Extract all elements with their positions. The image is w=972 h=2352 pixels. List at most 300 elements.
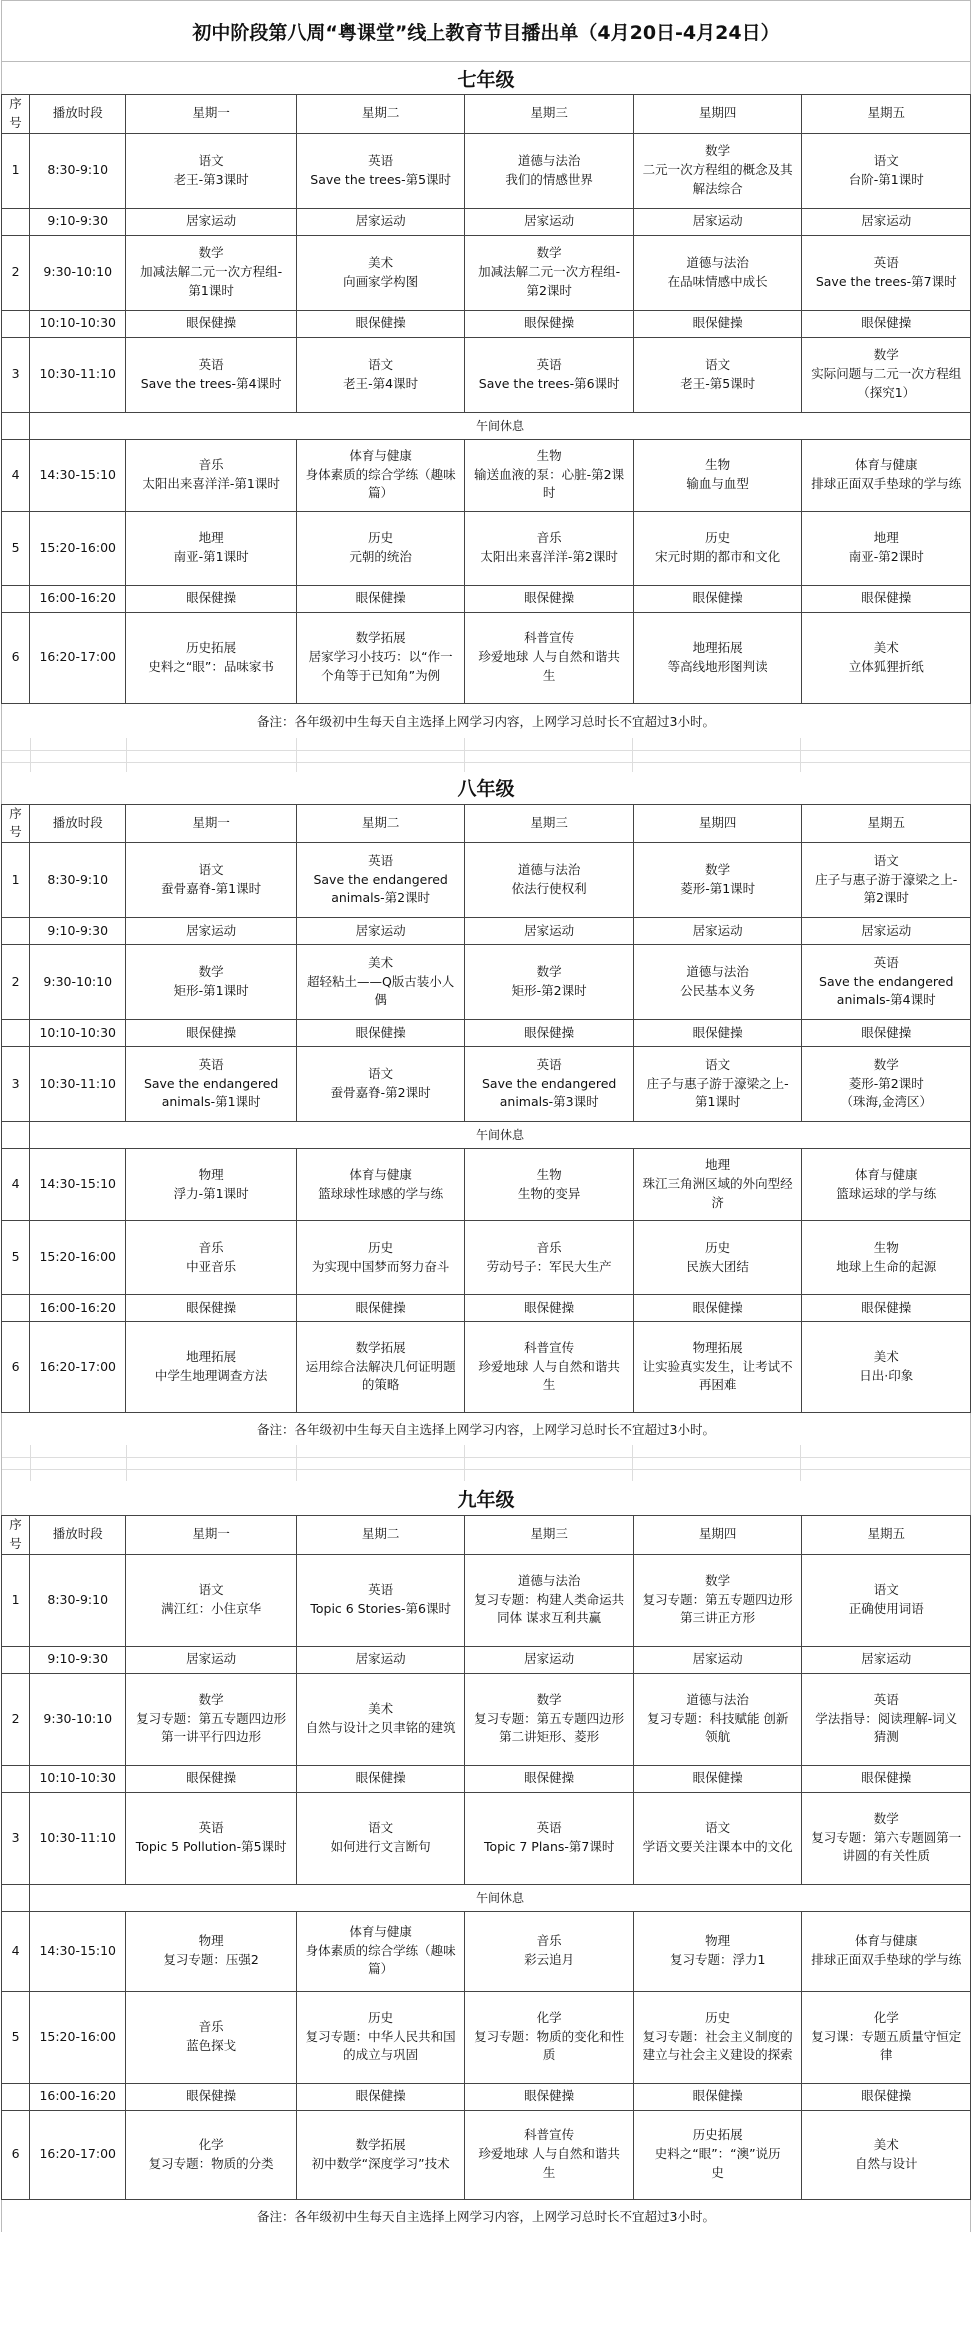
program-subject: 眼保健操 [524,1299,575,1315]
program-cell [465,1765,634,1792]
program-cell [296,1295,465,1322]
program-subject: 眼保健操 [186,315,237,331]
program-subject: 物理 [705,1933,731,1949]
program-cell [802,1911,971,1991]
program-subject: 物理 [198,1933,224,1949]
program-cell [802,1149,971,1221]
program-subject: 地理 [873,530,899,546]
program-subject: 眼保健操 [861,1299,912,1315]
program-cell [465,1646,634,1673]
program-topic: 生物的变异 [517,1185,581,1201]
program-cell [296,439,465,511]
program-cell [633,1673,802,1765]
grade-section [1,772,971,1482]
time-slot: 9:30-10:10 [30,235,126,310]
program-cell [465,1792,634,1884]
program-topic: 在品味情感中成长 [667,273,768,289]
faint-gridline [2,750,970,751]
program-topic: 生 [542,667,556,683]
faint-gridline [126,738,127,772]
program-subject: 生物 [705,457,731,473]
program-cell [802,843,971,918]
program-cell [126,918,297,945]
program-topic: 篮球运球的学与练 [836,1185,937,1201]
section-spacer [1,1445,971,1481]
program-cell [802,511,971,585]
program-subject: 道德与法治 [517,862,581,878]
program-cell [633,1646,802,1673]
program-subject: 眼保健操 [186,590,237,606]
program-subject: 居家运动 [355,922,406,938]
program-topic: Save the trees-第6课时 [478,375,620,391]
program-subject: 道德与法治 [686,964,749,980]
program-subject: 居家运动 [861,1651,912,1667]
program-topic: 初中数学“深度学习”技术 [311,2155,450,2171]
program-cell [802,945,971,1020]
program-subject: 眼保健操 [186,1770,237,1786]
program-subject: 音乐 [198,1239,224,1255]
program-subject: 化学 [536,2009,562,2025]
program-cell [296,133,465,208]
program-subject: 美术 [368,954,394,970]
program-cell [126,1765,297,1792]
program-subject: 数学 [536,245,562,261]
row-number: 3 [2,1047,30,1122]
program-topic: 加减法解二元一次方程组- [478,264,621,280]
program-topic: 篮球球性球感的学与练 [318,1185,444,1201]
program-cell [633,208,802,235]
row-number: 6 [2,1322,30,1413]
program-subject: 地理拓展 [692,639,743,655]
program-subject: 眼保健操 [355,1299,406,1315]
program-subject: 历史拓展 [692,2127,743,2143]
program-topic: 个角等于已知角”为例 [321,667,441,683]
column-header: 星期一 [126,1516,297,1555]
program-topic: 学法指导：阅读理解-词义 [815,1710,958,1726]
faint-gridline [800,1445,801,1481]
column-header: 播放时段 [30,804,126,843]
program-subject: 道德与法治 [686,1691,749,1707]
program-cell [126,2083,297,2110]
program-subject: 数学 [705,143,731,159]
program-subject: 语文 [873,152,899,168]
program-subject: 英语 [536,356,562,372]
program-subject: 居家运动 [355,1651,406,1667]
program-topic: 质 [542,2047,556,2063]
program-cell [802,918,971,945]
program-topic: 第二讲矩形、菱形 [499,1729,600,1745]
program-topic: 复习专题：构建人类命运共 [474,1591,625,1607]
row-number [2,585,30,612]
program-topic: Save the trees-第7课时 [815,273,957,289]
program-cell [633,1295,802,1322]
program-subject: 历史 [368,530,394,546]
program-subject: 眼保健操 [861,590,912,606]
program-topic: 矩形-第2课时 [511,983,587,998]
program-cell [633,2083,802,2110]
program-topic: 宋元时期的都市和文化 [655,549,781,564]
program-topic: 身体素质的综合学练（趣味 [305,466,456,482]
program-cell [633,1322,802,1413]
program-subject: 数学 [536,964,562,980]
column-header: 播放时段 [30,95,126,134]
row-number [2,1295,30,1322]
program-cell [126,133,297,208]
program-topic: 复习专题：第五专题四边形 [136,1710,287,1726]
program-subject: 历史 [705,1239,731,1255]
program-topic: 复习专题：第五专题四边形 [642,1591,793,1607]
program-subject: 眼保健操 [692,1770,743,1786]
program-subject: 居家运动 [186,1651,237,1667]
program-topic: 复习专题：社会主义制度的 [642,2028,793,2044]
program-cell [296,1322,465,1413]
faint-gridline [296,738,297,772]
program-cell [802,208,971,235]
program-subject: 居家运动 [692,213,743,229]
program-topic: 的策略 [361,1377,400,1393]
program-cell [802,1673,971,1765]
faint-gridline [800,738,801,772]
time-slot: 16:20-17:00 [30,2110,126,2199]
program-topic: 时 [542,485,556,501]
program-cell [296,208,465,235]
program-cell [802,133,971,208]
column-header: 序号 [2,804,30,843]
program-subject: 居家运动 [186,922,237,938]
time-slot: 9:30-10:10 [30,1673,126,1765]
program-cell [126,1322,297,1413]
time-slot: 15:20-16:00 [30,511,126,585]
program-topic: 彩云追月 [524,1952,575,1967]
program-topic: 二元一次方程组的概念及其 [642,162,793,178]
break-row [2,1646,971,1673]
break-row [2,1020,971,1047]
program-subject: 数学 [873,1056,899,1072]
row-number: 2 [2,945,30,1020]
program-cell [296,1792,465,1884]
faint-gridline [30,738,31,772]
program-topic: （珠海,金湾区） [840,1094,932,1110]
program-topic: 台阶-第1课时 [848,171,924,187]
program-subject: 地理 [198,530,224,546]
program-subject: 眼保健操 [861,1024,912,1040]
note-text: 备注：各年级初中生每天自主选择上网学习内容，上网学习总时长不宜超过3小时。 [1,2200,971,2232]
program-subject: 生物 [536,447,562,463]
section-spacer [1,738,971,772]
program-cell [296,1911,465,1991]
time-slot: 14:30-15:10 [30,1911,126,1991]
row-number [2,412,30,439]
time-slot: 16:20-17:00 [30,1322,126,1413]
program-topic: 中学生地理调查方法 [154,1368,268,1383]
column-header: 星期四 [633,1516,802,1555]
program-topic: 我们的情感世界 [505,171,593,187]
time-slot: 10:30-11:10 [30,1792,126,1884]
lesson-row [2,1991,971,2083]
program-subject: 道德与法治 [517,152,581,168]
program-subject: 美术 [873,639,899,655]
program-cell [465,1020,634,1047]
program-topic: 让实验真实发生，让考试不 [642,1358,793,1374]
program-cell [296,1149,465,1221]
header-row [2,95,971,134]
program-subject: 历史拓展 [186,639,237,655]
program-cell [296,511,465,585]
program-topic: 输血与血型 [686,476,749,491]
time-slot: 15:20-16:00 [30,1221,126,1295]
program-topic: 复习专题：浮力1 [669,1952,766,1967]
program-cell [465,1149,634,1221]
column-header: 星期三 [465,804,634,843]
program-topic: 偶 [374,992,387,1008]
program-cell [465,208,634,235]
program-cell [633,310,802,337]
time-slot: 9:10-9:30 [30,918,126,945]
program-cell [802,1295,971,1322]
program-cell [126,2110,297,2199]
program-cell [465,1911,634,1991]
program-subject: 居家运动 [861,213,912,229]
program-topic: 超轻粘土——Q版古装小人 [306,973,455,989]
row-number [2,1646,30,1673]
program-topic: 复习专题：物质的分类 [148,2155,274,2171]
program-cell [633,945,802,1020]
program-cell [465,235,634,310]
program-cell [633,1020,802,1047]
program-cell [633,843,802,918]
program-subject: 眼保健操 [692,1024,743,1040]
program-subject: 语文 [198,1582,224,1598]
program-topic: 身体素质的综合学练（趣味 [305,1942,456,1958]
program-cell [465,918,634,945]
program-topic: 庄子与惠子游于濠梁之上- [815,871,958,887]
row-number: 5 [2,1991,30,2083]
lesson-row [2,235,971,310]
program-subject: 居家运动 [692,922,743,938]
program-subject: 物理 [198,1166,224,1182]
time-slot: 9:30-10:10 [30,945,126,1020]
program-cell [296,1991,465,2083]
program-topic: 排球正面双手垫球的学与练 [811,1952,962,1967]
row-number: 1 [2,1554,30,1646]
program-subject: 生物 [536,1166,562,1182]
program-cell [126,945,297,1020]
row-number [2,1122,30,1149]
time-slot: 14:30-15:10 [30,1149,126,1221]
program-topic: 生 [542,2164,556,2180]
row-number: 3 [2,1792,30,1884]
column-header: 星期一 [126,95,297,134]
program-subject: 语文 [198,862,224,878]
note-text: 备注：各年级初中生每天自主选择上网学习内容，上网学习总时长不宜超过3小时。 [1,704,971,738]
program-subject: 眼保健操 [186,1024,237,1040]
row-number [2,2083,30,2110]
program-subject: 居家运动 [186,213,237,229]
row-number: 6 [2,612,30,703]
column-header: 星期四 [633,804,802,843]
lesson-row [2,1322,971,1413]
row-number: 4 [2,1149,30,1221]
program-subject: 地理 [705,1157,731,1173]
program-cell [633,1792,802,1884]
program-subject: 眼保健操 [355,590,406,606]
program-subject: 美术 [873,1349,899,1365]
lesson-row [2,133,971,208]
faint-gridline [2,762,970,763]
program-subject: 英语 [873,1691,899,1707]
program-cell [633,1911,802,1991]
time-slot: 16:00-16:20 [30,2083,126,2110]
program-cell [296,235,465,310]
program-cell [465,133,634,208]
break-row [2,310,971,337]
program-subject: 眼保健操 [524,590,575,606]
grade-sections [1,62,971,2232]
program-topic: 讲圆的有关性质 [842,1848,930,1864]
program-topic: 猜测 [873,1729,899,1745]
program-topic: 律 [879,2047,893,2063]
program-subject: 音乐 [536,1933,562,1949]
break-row [2,1295,971,1322]
faint-gridline [632,738,633,772]
program-cell [802,235,971,310]
program-topic: 同体 谋求互利共赢 [497,1610,602,1626]
program-subject: 道德与法治 [517,1572,581,1588]
lesson-row [2,843,971,918]
program-topic: 满江红：小住京华 [161,1601,262,1616]
time-slot: 8:30-9:10 [30,1554,126,1646]
program-cell [465,1673,634,1765]
program-subject: 历史 [368,2009,394,2025]
program-cell [126,1554,297,1646]
program-cell [802,1792,971,1884]
program-subject: 眼保健操 [355,315,406,331]
program-subject: 居家运动 [524,1651,575,1667]
program-subject: 体育与健康 [854,457,918,473]
program-subject: 眼保健操 [692,315,743,331]
row-number [2,1884,30,1911]
program-subject: 数学 [536,1691,562,1707]
program-cell [465,2083,634,2110]
program-topic: 蚕骨嘉脊-第2课时 [330,1085,431,1100]
program-topic: 向画家学构图 [343,273,419,289]
program-subject: 数学拓展 [355,1339,406,1355]
row-number: 5 [2,1221,30,1295]
program-subject: 生物 [873,1239,899,1255]
program-topic: 民族大团结 [686,1258,749,1274]
program-cell [296,1047,465,1122]
program-subject: 眼保健操 [692,590,743,606]
program-topic: 复习专题：第五专题四边形 [474,1710,625,1726]
program-subject: 数学 [198,1691,224,1707]
program-subject: 眼保健操 [355,1024,406,1040]
program-cell [296,918,465,945]
row-number [2,310,30,337]
program-cell [465,612,634,703]
program-subject: 音乐 [536,1239,562,1255]
program-subject: 语文 [368,1066,394,1082]
program-topic: 日出·印象 [859,1368,914,1383]
program-cell [465,843,634,918]
program-topic: 老王-第3课时 [173,171,249,187]
lesson-row [2,2110,971,2199]
program-cell [296,1646,465,1673]
lunch-break-cell: 午间休息 [30,1122,971,1149]
program-cell [126,843,297,918]
column-header: 星期五 [802,804,971,843]
time-slot: 15:20-16:00 [30,1991,126,2083]
time-slot: 10:10-10:30 [30,1765,126,1792]
program-subject: 数学拓展 [355,630,406,646]
program-topic: 蓝色探戈 [186,2038,237,2053]
program-cell [126,1020,297,1047]
program-cell [126,1047,297,1122]
program-cell [465,439,634,511]
program-topic: Save the endangered [481,1075,617,1091]
program-topic: 建立与社会主义建设的探索 [642,2047,793,2063]
program-subject: 语文 [368,1820,394,1836]
program-topic: 史料之“眼”：“澳”说历 [654,2146,781,2162]
program-topic: animals-第4课时 [836,992,936,1008]
schedule-table [1,94,971,704]
time-slot: 14:30-15:10 [30,439,126,511]
program-cell [126,1673,297,1765]
program-topic: Topic 7 Plans-第7课时 [483,1839,615,1854]
time-slot: 16:00-16:20 [30,585,126,612]
program-topic: 如何进行文言断句 [330,1839,431,1854]
lesson-row [2,511,971,585]
program-topic: 复习专题：科技赋能 创新 [646,1710,789,1726]
program-topic: 老王-第4课时 [343,375,419,391]
lunch-row [2,1884,971,1911]
program-topic: 史料之“眼”：品味家书 [148,658,274,674]
program-topic: 珠江三角洲区域的外向型经 [642,1176,793,1192]
program-cell [465,1554,634,1646]
program-cell [633,1765,802,1792]
program-subject: 语文 [368,356,394,372]
program-topic: 太阳出来喜洋洋-第2课时 [480,549,618,564]
time-slot: 9:10-9:30 [30,208,126,235]
program-cell [296,2110,465,2199]
column-header: 播放时段 [30,1516,126,1555]
program-subject: 语文 [873,1582,899,1598]
program-subject: 眼保健操 [524,2088,575,2104]
program-subject: 化学 [873,2009,899,2025]
lunch-break-cell: 午间休息 [30,412,971,439]
program-topic: 第三讲正方形 [680,1610,756,1626]
program-topic: 居家学习小技巧：以“作一 [308,649,453,665]
lunch-row [2,1122,971,1149]
row-number: 2 [2,1673,30,1765]
program-cell [126,235,297,310]
program-topic: 菱形-第1课时 [680,881,756,896]
program-topic: animals-第1课时 [161,1094,261,1110]
program-subject: 数学 [873,1810,899,1826]
program-topic: 运用综合法解决几何证明题 [305,1358,456,1374]
program-subject: 道德与法治 [686,254,749,270]
program-cell [296,2083,465,2110]
row-number: 3 [2,337,30,412]
schedule-table [1,804,971,1414]
program-topic: 篇） [368,485,394,501]
program-subject: 科普宣传 [524,2127,575,2143]
program-subject: 历史 [705,530,731,546]
program-topic: 第2课时 [863,890,909,906]
program-cell [465,511,634,585]
program-subject: 数学拓展 [355,2136,406,2152]
row-number: 6 [2,2110,30,2199]
program-topic: 的成立与巩固 [343,2047,419,2063]
